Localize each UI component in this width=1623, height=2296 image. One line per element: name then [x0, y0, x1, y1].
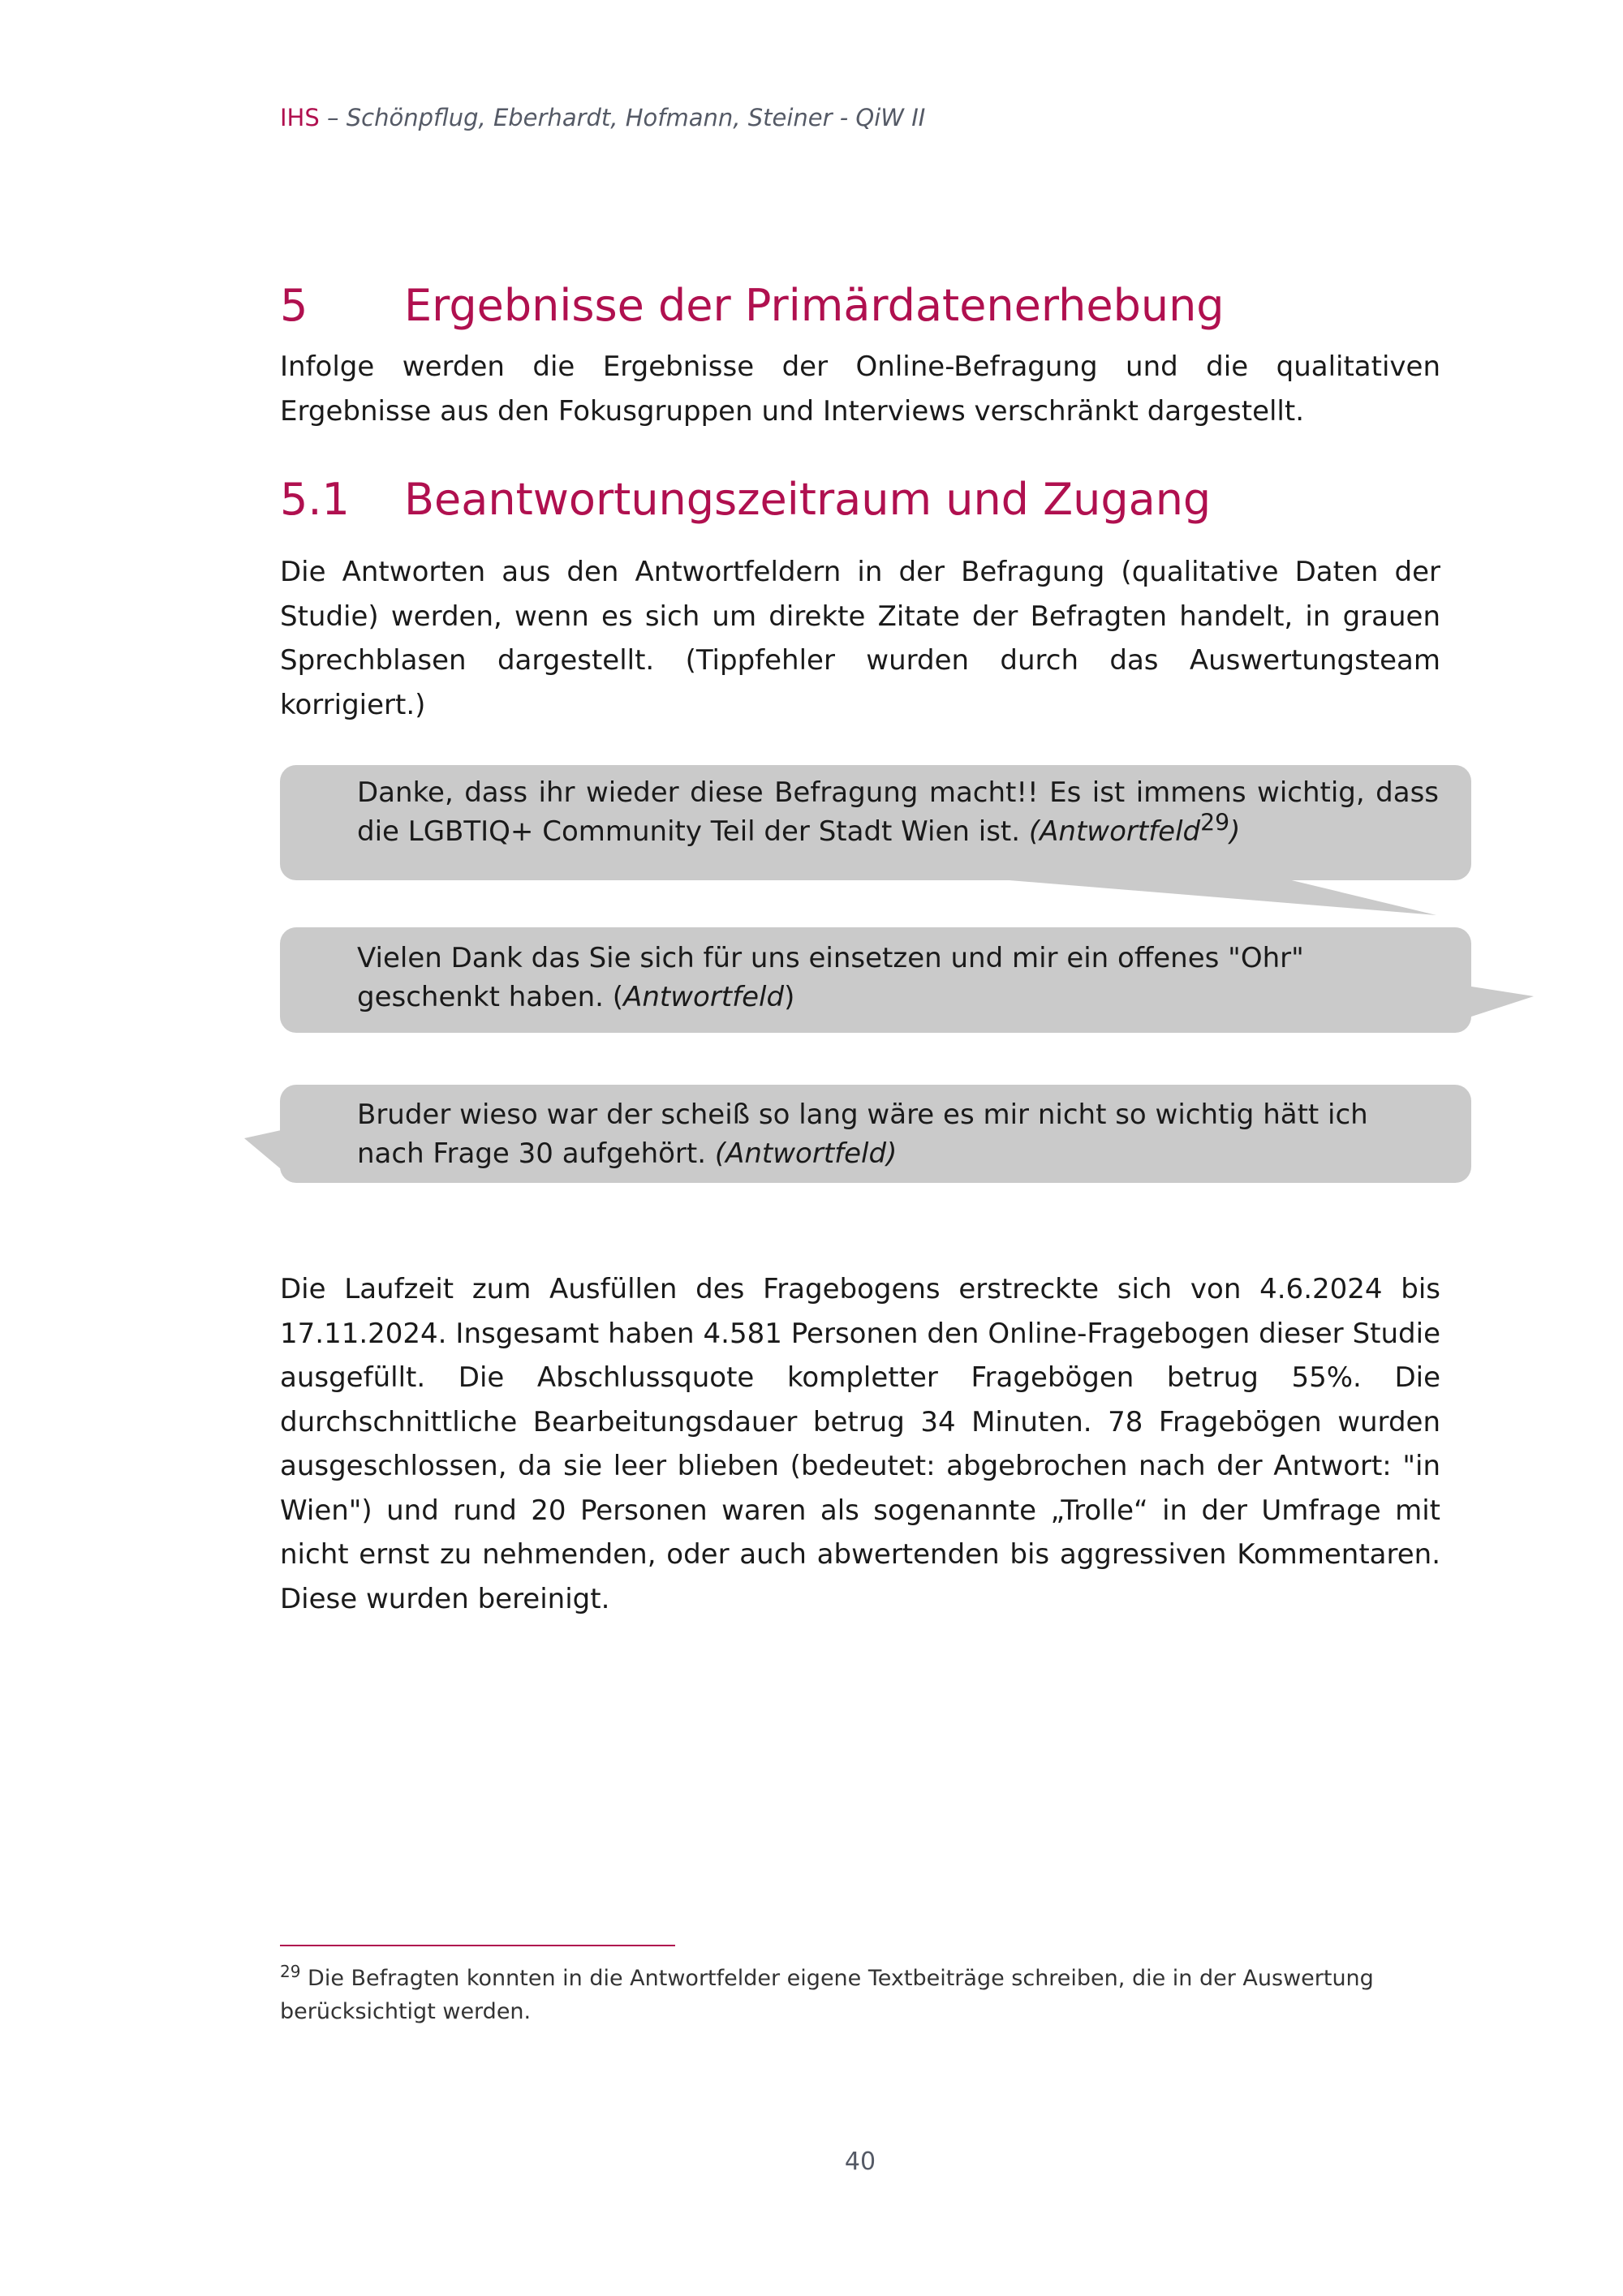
section-heading: [280, 280, 1225, 331]
footnote-divider: [280, 1945, 675, 1946]
quote-text-1: Danke, dass ihr wieder diese Befragung macht!! Es ist immens wichtig, dass die LGBTIQ+ Community Teil der Stadt Wien ist. (Antwortfeld$^{29}$): [357, 776, 1439, 848]
laufzeit-paragraph: Die Laufzeit zum Ausfüllen des Fragebogens erstreckte sich von 4.6.2024 bis 17.11.2024. Insgesamt haben 4.581 Personen den Online-Fragebogen dieser Studie ausgefüllt. Die Abschlussquote kompletter Fragebögen betrug 55%. Die durchschnittliche Bearbeitungsdauer betrug 34 Minuten. 78 Fragebögen wurden ausgeschlossen, da sie leer blieben (bedeutet: abgebrochen nach der Antwort: "in Wien") und rund 20 Personen waren als sogenannte „Trolle“ in der Umfrage mit nicht ernst zu nehmenden, oder auch abwertenden bis aggressiven Kommentaren. Diese wurden bereinigt.: [280, 1273, 1440, 1615]
method-paragraph: Die Antworten aus den Antwortfeldern in der Befragung (qualitative Daten der Studie) werden, wenn es sich um direkte Zitate der Befragten handelt, in grauen Sprechblasen dargestellt. (Tippfehler wurden durch das Auswertungsteam korrigiert.): [280, 556, 1440, 721]
quote-source-3: (Antwortfeld): [714, 1137, 898, 1170]
section-title: Ergebnisse der Primärdatenerhebung: [404, 280, 1225, 331]
footnote: [280, 1962, 1440, 2028]
quote-source-2: Antwortfeld: [623, 981, 785, 1013]
section-number: 5: [280, 280, 308, 331]
footnote-number: 29: [280, 1962, 301, 1981]
bubble-tail-3: [280, 1085, 281, 1086]
intro-paragraph: Infolge werden die Ergebnisse der Online-Befragung und die qualitativen Ergebnisse aus den Fokusgruppen und Interviews verschränkt dargestellt.: [280, 350, 1440, 428]
header-authors: – Schönpflug, Eberhardt, Hofmann, Steiner - QiW II: [319, 104, 926, 131]
subsection-number: 5.1: [280, 474, 350, 525]
footnote-text: Die Befragten konnten in die Antwortfelder eigene Textbeiträge schreiben, die in der Auswertung berücksichtigt werden.: [280, 1966, 1374, 2024]
bubble-tail-1: [280, 765, 281, 766]
bubble-tail-2: [280, 927, 281, 928]
footnote-ref: 29: [1200, 809, 1230, 836]
quote-bubble-1: [280, 765, 1471, 880]
quote-text-2: Vielen Dank das Sie sich für uns einsetzen und mir ein offenes "Ohr" geschenkt haben. (Antwortfeld): [357, 942, 1304, 1013]
quote-source-1: (Antwortfeld: [1028, 815, 1201, 848]
quote-bubble-3: [280, 1085, 1471, 1183]
subsection-title: Beantwortungszeitraum und Zugang: [404, 474, 1212, 525]
quote-bubble-2: [280, 927, 1471, 1033]
running-header: [280, 104, 925, 131]
subsection-heading: [280, 474, 1211, 525]
header-org: IHS: [280, 104, 320, 131]
quote-text-3: Bruder wieso war der scheiß so lang wäre es mir nicht so wichtig hätt ich nach Frage 30 aufgehört. (Antwortfeld): [357, 1099, 1368, 1170]
page-number: 40: [844, 2148, 876, 2176]
